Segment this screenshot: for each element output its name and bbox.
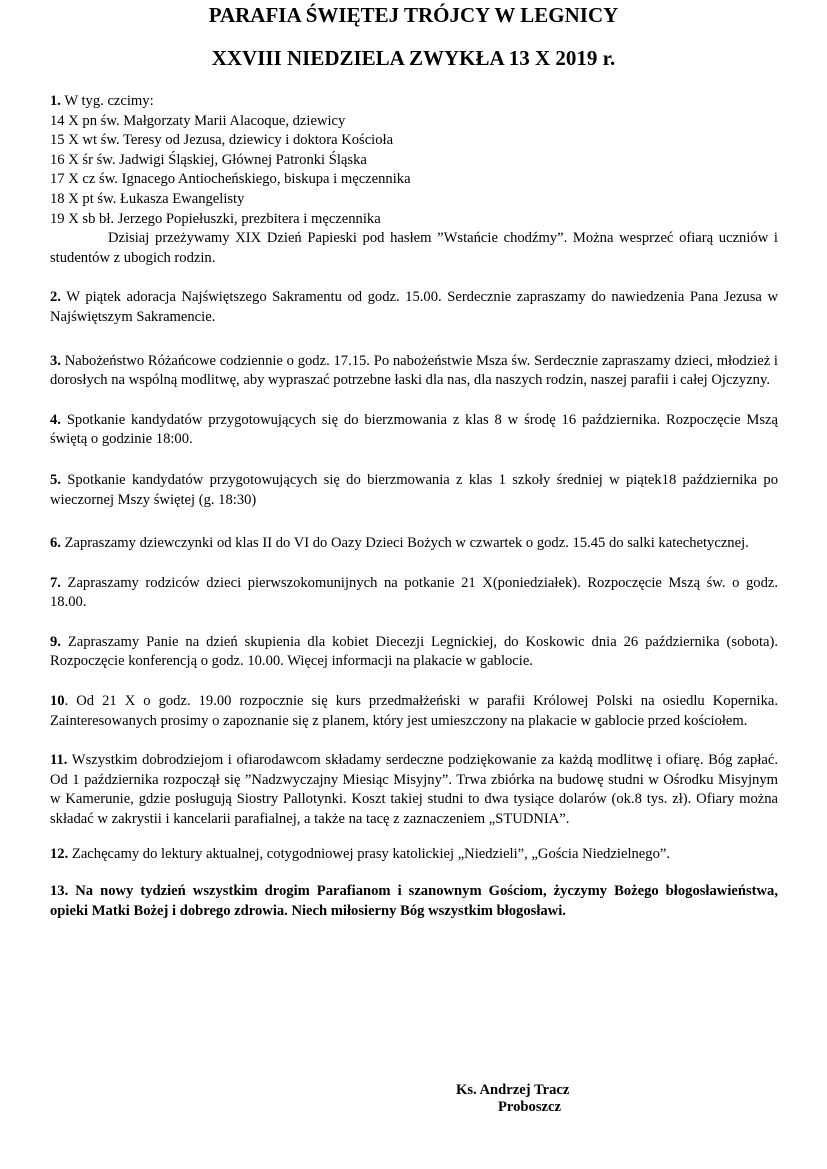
announcement-number: 7.: [50, 574, 61, 591]
announcement-text: Wszystkim dobrodziejom i ofiarodawcom składamy serdeczne podziękowanie za każdą modlitwę i ofiarę. Bóg zapłać. Od 1 października rozpoczął się ”Nadzwyczajny Miesiąc Misyjny”. Trwa zbiórka na budowę studni w Ośrodku Misyjnym w Kamerunie, gdzie posługują Siostry Pallotynki. Koszt takiej studni to dwa tysiące dolarów (ok.8 tys. zł). Ofiary można składać w zakrystii i kancelarii parafialnej, a także na tacę z zaznaczeniem „STUDNIA”.: [50, 752, 778, 828]
announcement-9: [50, 633, 778, 672]
announcement-6: [50, 534, 778, 554]
announcement-number: 5.: [50, 471, 61, 488]
signature-name: Ks. Andrzej Tracz: [456, 1082, 570, 1098]
announcement-intro: W tyg. czcimy:: [64, 93, 154, 109]
announcement-text: Spotkanie kandydatów przygotowujących się do bierzmowania z klas 8 w środę 16 października. Rozpoczęcie Mszą świętą o godzinie 18:00.: [50, 411, 779, 448]
announcement-number: 4.: [50, 411, 61, 428]
announcement-4: [50, 411, 778, 450]
signature-role: Proboszcz: [498, 1099, 561, 1115]
announcement-1: [50, 92, 778, 268]
announcement-number: 2.: [50, 289, 61, 306]
announcement-text: Na nowy tydzień wszystkim drogim Parafianom i szanownym Gościom, życzymy Bożego błogosławieństwa, opieki Matki Bożej i dobrego zdrowia. Niech miłosierny Bóg wszystkim błogosławi.: [50, 883, 778, 919]
announcement-5: [50, 471, 778, 510]
announcement-number: 6.: [50, 535, 61, 552]
feast-day-item: 17 X cz św. Ignacego Antiocheńskiego, biskupa i męczennika: [50, 171, 411, 188]
announcement-11: [50, 751, 778, 829]
announcement-number: 11.: [50, 752, 68, 769]
announcement-number: 10: [50, 693, 65, 710]
feast-day-item: 18 X pt św. Łukasza Ewangelisty: [50, 190, 245, 207]
announcement-number: 1.: [50, 93, 61, 109]
parish-title: PARAFIA ŚWIĘTEJ TRÓJCY W LEGNICY: [208, 3, 619, 27]
feast-day-item: 14 X pn św. Małgorzaty Marii Alacoque, dziewicy: [50, 112, 346, 129]
announcement-number: 12.: [50, 845, 69, 862]
announcement-number: 13.: [50, 883, 69, 900]
announcement-text: . Od 21 X o godz. 19.00 rozpocznie się kurs przedmałżeński w parafii Królowej Polski na osiedlu Kopernika. Zainteresowanych prosimy o zapoznanie się z planem, który jest umieszczony na plakacie w gablocie przed kościołem.: [50, 693, 778, 729]
announcement-text: W piątek adoracja Najświętszego Sakramentu od godz. 15.00. Serdecznie zapraszamy do nawiedzenia Pana Jezusa w Najświętszym Sakramencie.: [50, 289, 778, 325]
announcement-text: Nabożeństwo Różańcowe codziennie o godz. 17.15. Po nabożeństwie Msza św. Serdecznie zapraszamy dzieci, młodzież i dorosłych na wspólną modlitwę, aby wypraszać potrzebne łaski dla nas, dla naszych rodzin, naszej parafii i całej Ojczyzny.: [50, 352, 778, 389]
announcement-text: Spotkanie kandydatów przygotowujących się do bierzmowania z klas 1 szkoły średniej w piątek18 października po wieczornej Mszy świętej (g. 18:30): [50, 471, 778, 508]
announcement-text: Zapraszamy dziewczynki od klas II do VI do Oazy Dzieci Bożych w czwartek o godz. 15.45 do salki katechetycznej.: [64, 535, 749, 552]
signature: [456, 1082, 569, 1116]
announcement-3: [50, 352, 778, 391]
announcement-number: 9.: [50, 633, 61, 650]
announcement-number: 3.: [50, 352, 61, 369]
sunday-title: XXVIII NIEDZIELA ZWYKŁA 13 X 2019 r.: [211, 46, 616, 70]
papal-day-note: Dzisiaj przeżywamy XIX Dzień Papieski pod hasłem ”Wstańcie chodźmy”. Można wesprzeć ofiarą uczniów i studentów z ubogich rodzin.: [50, 230, 778, 266]
feast-day-item: 15 X wt św. Teresy od Jezusa, dziewicy i doktora Kościoła: [50, 132, 394, 149]
announcement-10: [50, 692, 778, 731]
feast-day-item: 16 X śr św. Jadwigi Śląskiej, Głównej Patronki Śląska: [50, 151, 367, 168]
announcement-12: [50, 845, 778, 865]
announcement-text: Zapraszamy Panie na dzień skupienia dla kobiet Diecezji Legnickiej, do Koskowic dnia 26 października (sobota). Rozpoczęcie konferencją o godz. 10.00. Więcej informacji na plakacie w gablocie.: [50, 633, 778, 670]
feast-day-item: 19 X sb bł. Jerzego Popiełuszki, prezbitera i męczennika: [50, 210, 381, 227]
announcements: [50, 92, 778, 921]
announcement-2: [50, 288, 778, 327]
announcement-text: Zapraszamy rodziców dzieci pierwszokomunijnych na potkanie 21 X(poniedziałek). Rozpoczęcie Mszą św. o godz. 18.00.: [50, 574, 778, 611]
announcement-7: [50, 574, 778, 613]
announcement-text: Zachęcamy do lektury aktualnej, cotygodniowej prasy katolickiej „Niedzieli”, „Gościa Niedzielnego”.: [68, 845, 671, 862]
announcement-13: [50, 882, 778, 921]
